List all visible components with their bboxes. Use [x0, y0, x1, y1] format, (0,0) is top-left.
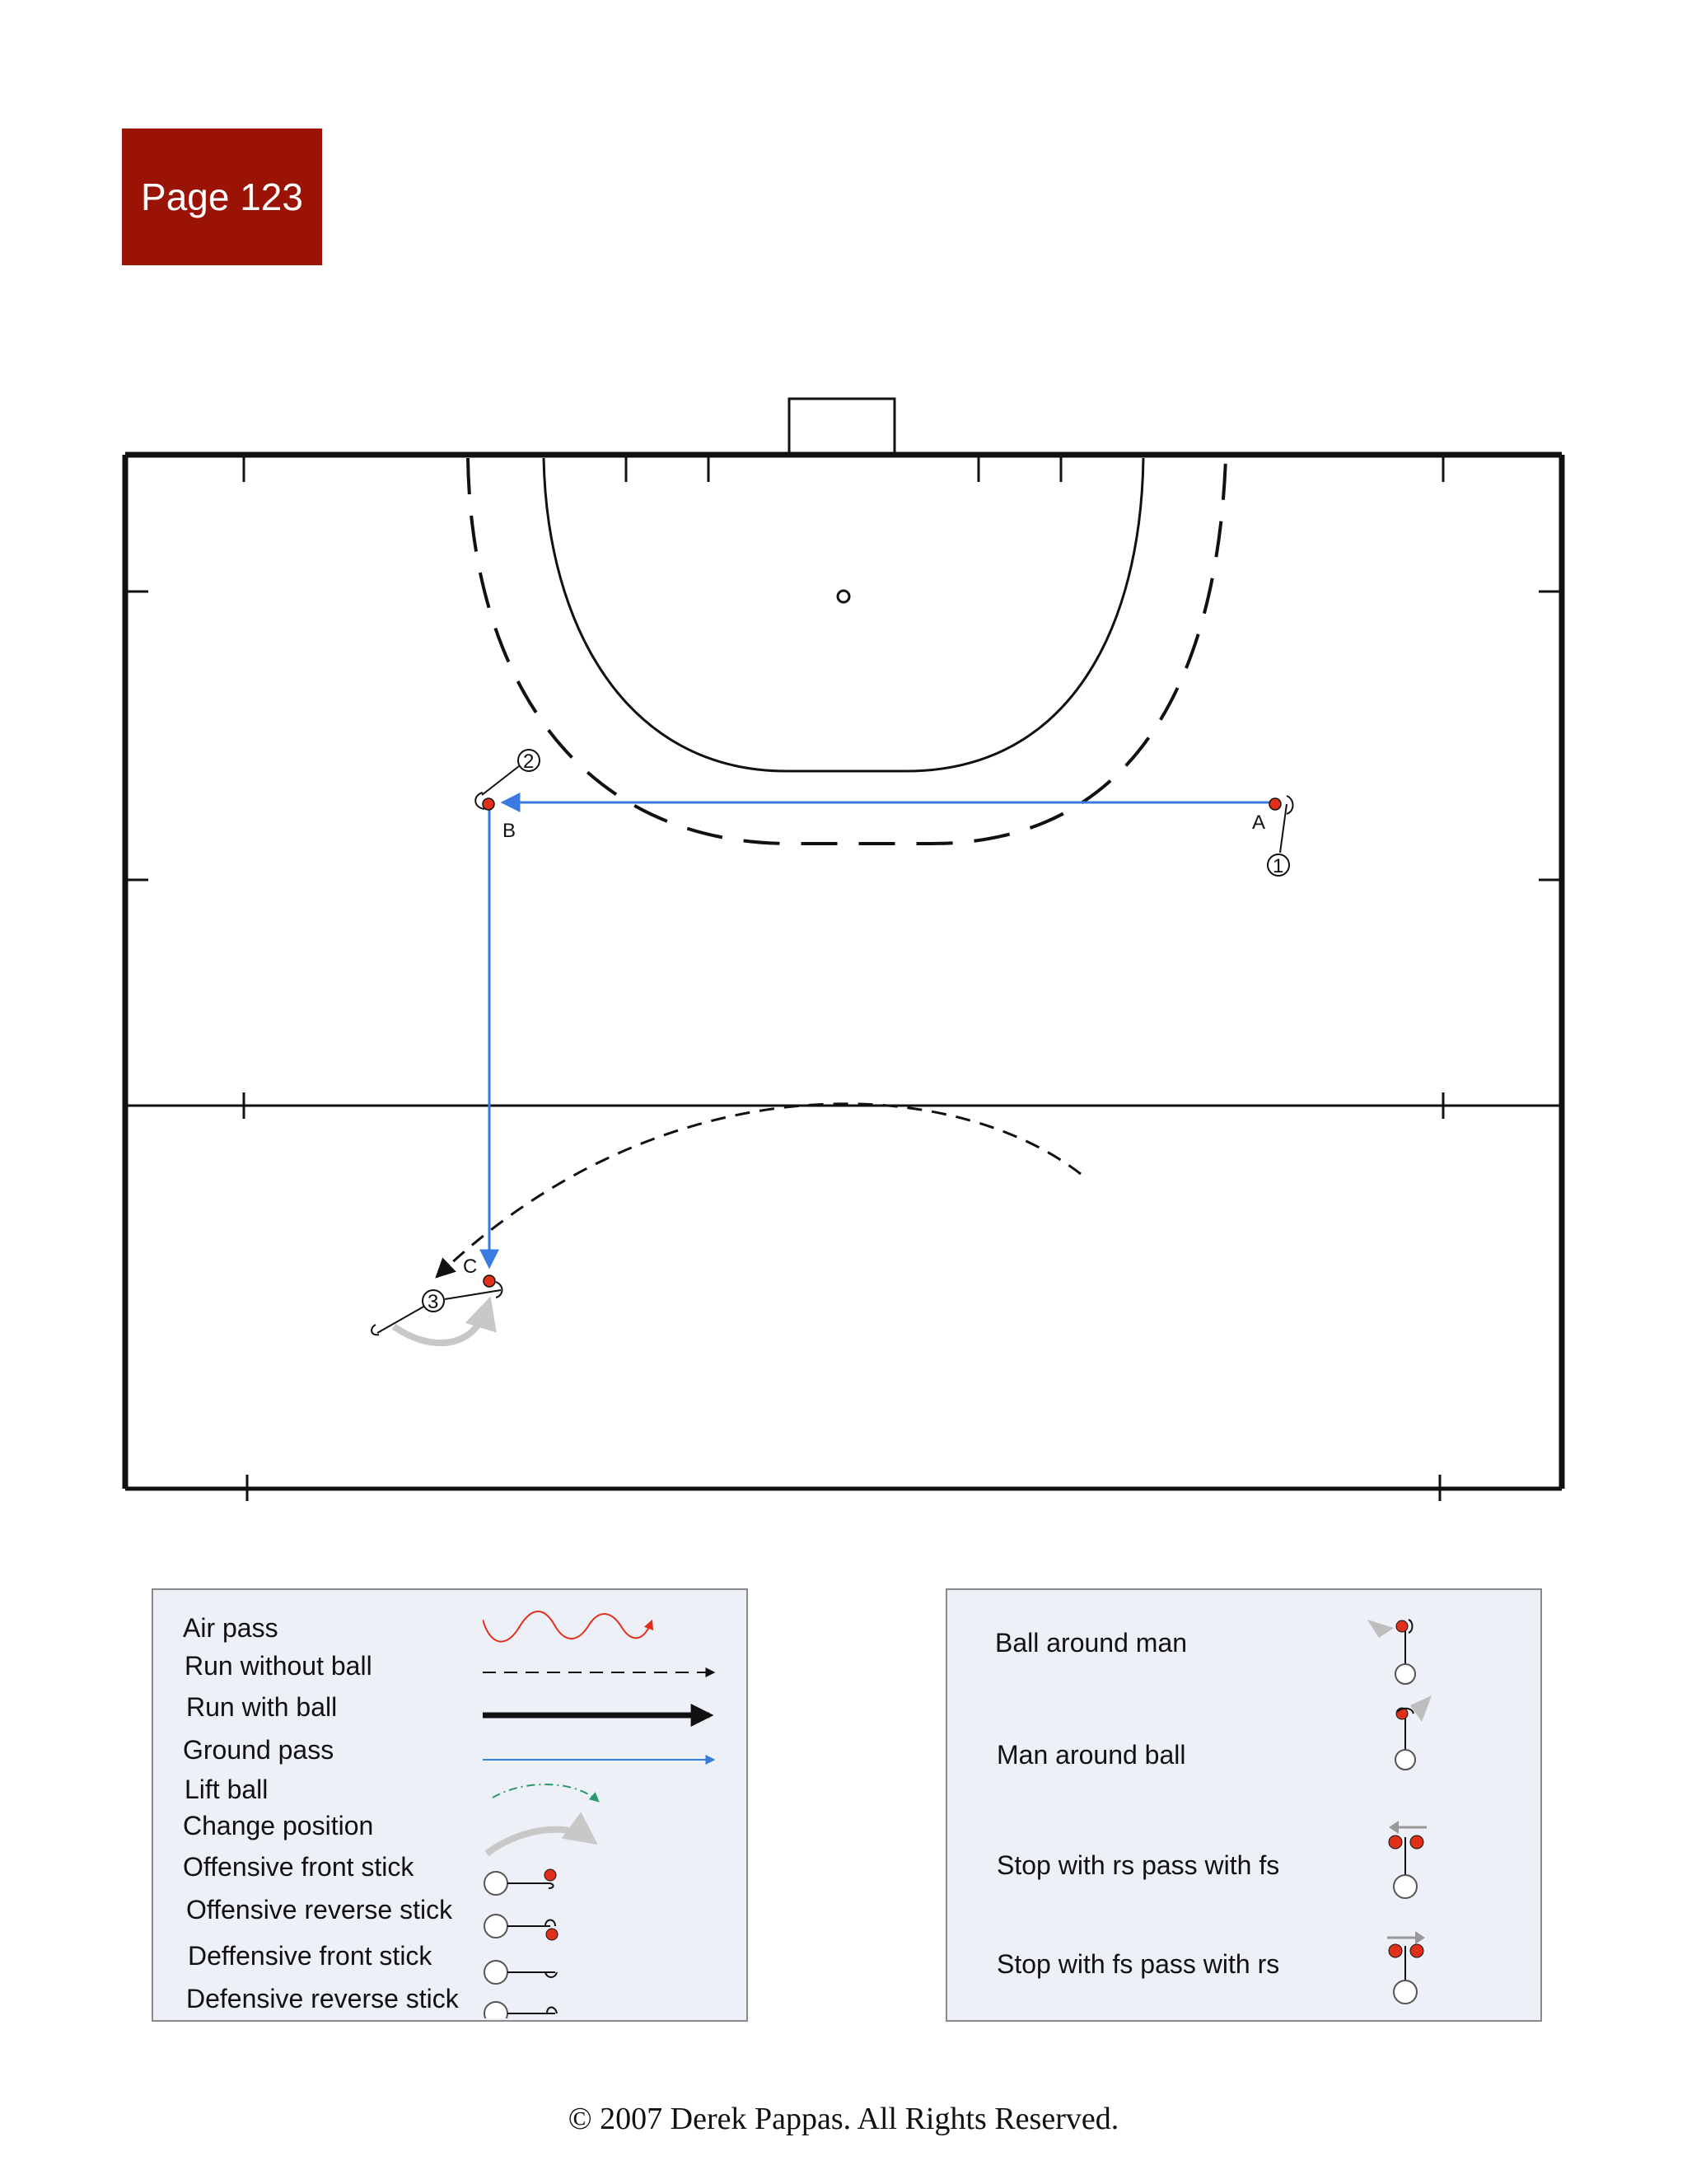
legend-label-stop-rs-pass-fs: Stop with rs pass with fs: [997, 1850, 1280, 1880]
copyright-notice: © 2007 Derek Pappas. All Rights Reserved.: [568, 2102, 1119, 2136]
player-c-label: C: [463, 1256, 478, 1278]
legend-label-offensive-front-stick: Offensive front stick: [183, 1852, 414, 1882]
legend-label-air-pass: Air pass: [183, 1613, 278, 1643]
player-a-label: A: [1252, 811, 1266, 834]
legend-left-symbols: [483, 1606, 730, 2018]
air-pass-symbol: [483, 1611, 652, 1642]
player-b-label: B: [502, 820, 516, 842]
legend-label-lift-ball: Lift ball: [185, 1775, 269, 1804]
offensive-reverse-stick-symbol: [484, 1915, 558, 1940]
run-without-ball-path: [437, 1104, 1081, 1277]
stop-rs-pass-fs-symbol: [1389, 1821, 1427, 1898]
player-b: [475, 750, 540, 842]
man-around-ball-symbol: [1395, 1695, 1432, 1770]
legend-label-ground-pass: Ground pass: [183, 1735, 334, 1765]
player-1-number: 1: [1273, 855, 1284, 877]
defensive-reverse-stick-symbol: [484, 2002, 557, 2018]
stop-fs-pass-rs-symbol: [1387, 1931, 1425, 2004]
legend-right: [946, 1588, 1542, 2022]
page-number-label: Page 123: [141, 175, 303, 218]
legend-label-run-without-ball: Run without ball: [185, 1651, 372, 1681]
field-lines: [125, 399, 1562, 1501]
change-position-symbol: [487, 1830, 590, 1854]
legend-label-defensive-reverse-stick: Defensive reverse stick: [186, 1984, 459, 2013]
lift-ball-symbol: [493, 1784, 598, 1801]
legend-label-defensive-front-stick: Deffensive front stick: [188, 1941, 432, 1971]
defensive-front-stick-symbol: [484, 1961, 557, 1984]
legend-label-offensive-reverse-stick: Offensive reverse stick: [186, 1895, 453, 1924]
legend-label-change-position: Change position: [183, 1811, 374, 1840]
legend-label-ball-around-man: Ball around man: [995, 1628, 1188, 1658]
ball-around-man-symbol: [1367, 1620, 1415, 1684]
legend-label-man-around-ball: Man around ball: [997, 1740, 1186, 1770]
legend-left: [152, 1588, 748, 2022]
legend-label-run-with-ball: Run with ball: [186, 1692, 338, 1722]
player-3-number: 3: [428, 1291, 439, 1313]
player-2-number: 2: [523, 751, 535, 773]
player-a: [1252, 796, 1293, 877]
legend-right-symbols: [1343, 1598, 1524, 2010]
offensive-front-stick-symbol: [484, 1869, 556, 1895]
legend-label-stop-fs-pass-rs: Stop with fs pass with rs: [997, 1949, 1280, 1979]
change-position-arrow: [394, 1306, 488, 1343]
